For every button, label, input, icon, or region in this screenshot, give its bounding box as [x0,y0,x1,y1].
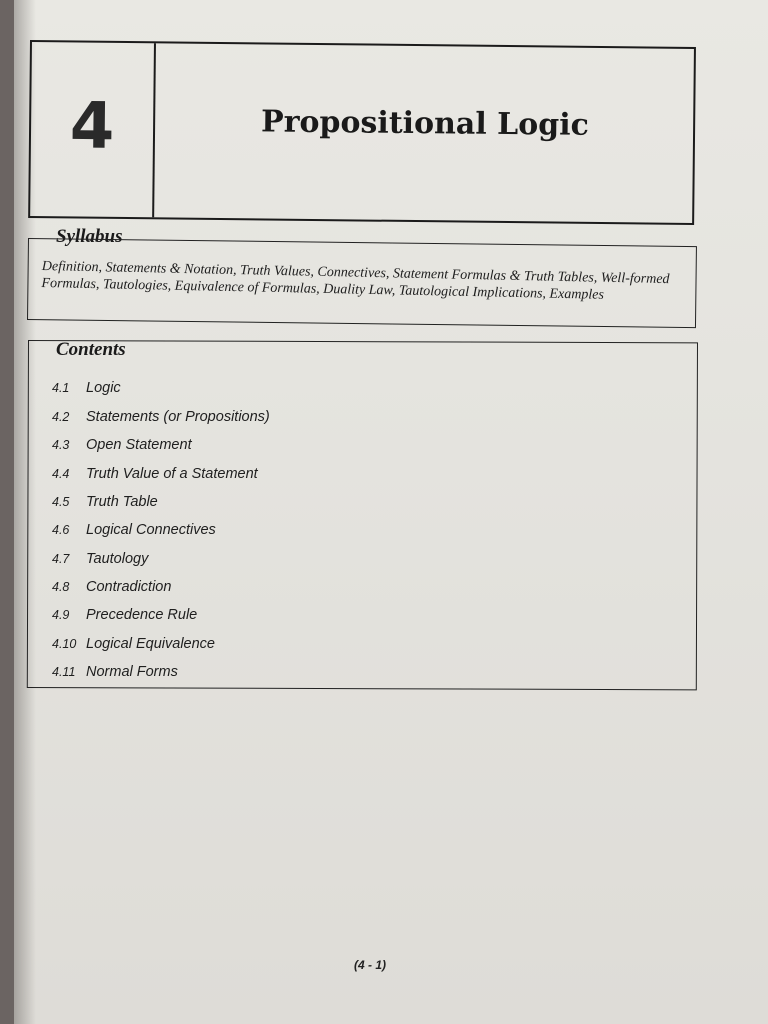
contents-item-title: Truth Value of a Statement [86,466,258,482]
contents-item-number: 4.9 [52,608,70,622]
contents-item-title: Truth Table [86,494,158,510]
contents-item-number: 4.7 [52,552,70,566]
contents-item-number: 4.5 [52,495,70,509]
syllabus-label: Syllabus [56,226,123,247]
chapter-number-cell [30,42,156,217]
contents-item [52,551,148,567]
contents-label: Contents [56,339,126,360]
contents-item [52,494,158,510]
contents-item-title: Statements (or Propositions) [86,409,270,425]
page-number: (4 - 1) [354,958,387,972]
contents-item-title: Open Statement [86,437,192,453]
contents-item [52,579,171,595]
contents-item-title: Normal Forms [86,664,178,680]
contents-item-title: Logic [86,380,121,396]
contents-item-number: 4.8 [52,580,70,594]
contents-item-number: 4.3 [52,438,70,452]
contents-item-number: 4.10 [52,637,77,651]
contents-item-title: Tautology [86,551,149,567]
contents-item-number: 4.1 [52,381,70,395]
contents-item-number: 4.6 [52,523,70,537]
contents-item-number: 4.11 [52,665,76,679]
book-page [14,0,768,1024]
contents-item-number: 4.2 [52,410,70,424]
contents-item [52,607,197,623]
contents-item [52,636,215,652]
chapter-title: Propositional Logic [260,104,590,143]
contents-item [52,437,192,453]
chapter-number: 4 [69,89,115,164]
contents-item [52,522,216,538]
contents-item [52,466,258,482]
contents-item-title: Contradiction [86,579,172,595]
contents-item [52,664,178,680]
contents-item [52,409,270,425]
contents-item-title: Logical Equivalence [86,636,215,652]
contents-item-number: 4.4 [52,467,70,481]
chapter-header-box [28,40,696,225]
contents-item [52,380,121,396]
contents-item-title: Precedence Rule [86,607,198,623]
syllabus-text: Definition, Statements & Notation, Truth Values, Connectives, Statement Formulas & Truth Tables, Well-formed Formulas, Tautologies, Equivalence of Formulas, Duality Law, Tautological Implications, Examples [41,258,670,303]
contents-item-title: Logical Connectives [86,522,216,538]
